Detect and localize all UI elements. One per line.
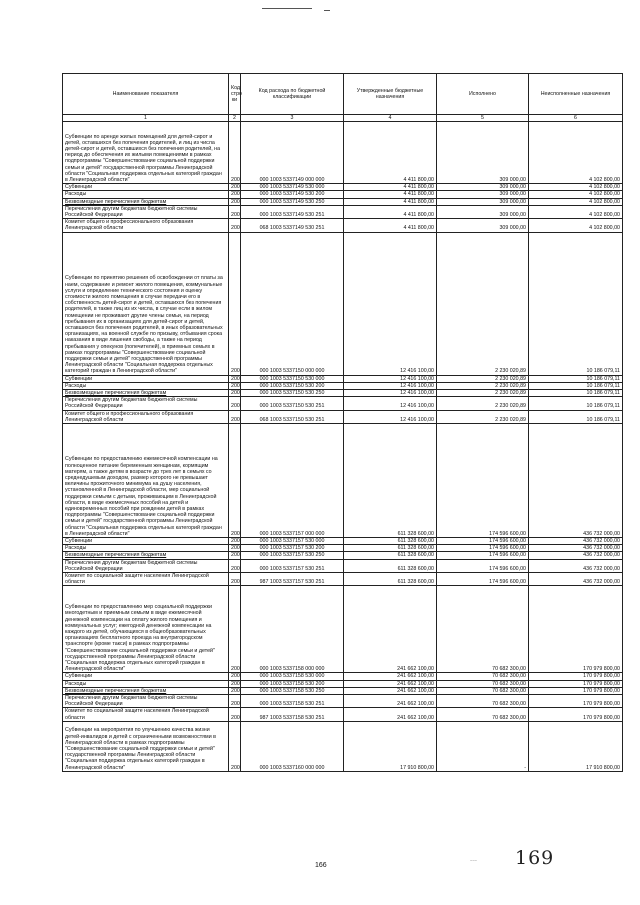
cell-line-code: 200 [229,410,241,423]
column-number: 6 [529,115,623,122]
table-row [63,184,623,191]
cell-line-code: 200 [229,382,241,389]
page-stamp-number: 169 [515,847,555,869]
handwritten-mark: ~~~ [470,858,478,863]
table-body [63,122,623,772]
header-approved: Утвержденные бюджетные назначения [344,74,437,115]
cell-approved: 17 910 800,00 [344,721,437,771]
table-row [63,191,623,198]
cell-line-code: 200 [229,198,241,205]
table-row [63,695,623,708]
cell-executed: 2 230 020,89 [437,382,529,389]
cell-line-code: 200 [229,122,241,184]
cell-line-code: 200 [229,545,241,552]
cell-executed: 174 596 600,00 [437,538,529,545]
cell-approved: 4 411 800,00 [344,219,437,232]
table-row [63,232,623,375]
cell-executed: 2 230 020,89 [437,390,529,397]
cell-line-code: 200 [229,205,241,218]
cell-executed: 309 000,00 [437,184,529,191]
column-number: 5 [437,115,529,122]
cell-executed: 309 000,00 [437,219,529,232]
cell-budget-code: 000 1003 5337158 530 251 [241,695,344,708]
table-row [63,552,623,559]
cell-approved: 4 411 800,00 [344,205,437,218]
table-row [63,219,623,232]
cell-line-code: 200 [229,375,241,382]
cell-budget-code: 000 1003 5337158 000 000 [241,586,344,673]
column-number: 2 [229,115,241,122]
cell-indicator-name: Перечисления другим бюджетам бюджетной системы Российской Федерации [63,397,229,410]
cell-remaining: 10 186 079,11 [529,382,623,389]
page-number: 166 [315,862,327,869]
cell-executed: - [437,721,529,771]
table-row [63,390,623,397]
cell-indicator-name: Расходы [63,545,229,552]
table-row [63,397,623,410]
cell-indicator-name: Безвозмездные перечисления бюджетам [63,390,229,397]
cell-remaining: 170 979 800,00 [529,687,623,694]
cell-budget-code: 068 1003 5337149 530 251 [241,219,344,232]
cell-remaining: 10 186 079,11 [529,375,623,382]
cell-remaining: 436 732 000,00 [529,552,623,559]
cell-budget-code: 000 1003 5337149 530 000 [241,184,344,191]
cell-budget-code: 000 1003 5337157 000 000 [241,424,344,538]
cell-approved: 12 416 100,00 [344,382,437,389]
cell-approved: 4 411 800,00 [344,122,437,184]
cell-line-code: 200 [229,552,241,559]
cell-approved: 12 416 100,00 [344,390,437,397]
cell-budget-code: 068 1003 5337150 530 251 [241,410,344,423]
cell-executed: 174 596 600,00 [437,573,529,586]
table-row [63,573,623,586]
cell-remaining: 4 102 800,00 [529,184,623,191]
table-row [63,375,623,382]
cell-indicator-name: Субвенции по предоставлению мер социальной поддержки многодетным и приемным семьям в виде ежемесячной денежной компенсации на оплату жилого помещения и коммунальных услуг; ежегодной денежной компенсации на каждого из детей, обучающихся в общеобразовательных организациях бесплатного проезда на внутригородском транспорте (кроме такси) в рамках подпрограммы "Совершенствование социальной поддержки семьи и детей" государственной программы Ленинградской области "Социальная поддержка отдельных категорий граждан в Ленинградской области" [63,586,229,673]
cell-remaining: 436 732 000,00 [529,573,623,586]
cell-line-code: 200 [229,397,241,410]
table-row [63,198,623,205]
table-row [63,424,623,538]
cell-executed: 174 596 600,00 [437,424,529,538]
header-budget-code: Код расхода по бюджетной классификации [241,74,344,115]
cell-line-code: 200 [229,680,241,687]
table-row [63,673,623,680]
cell-remaining: 170 979 800,00 [529,680,623,687]
cell-executed: 309 000,00 [437,191,529,198]
cell-line-code: 200 [229,673,241,680]
cell-indicator-name: Субвенции на мероприятия по улучшению качества жизни детей-инвалидов и детей с ограниченными возможностями в Ленинградской области в рамках подпрограммы "Совершенствование социальной поддержки семьи и детей" государственной программы Ленинградской области "Социальная поддержка отдельных категорий граждан в Ленинградской области" [63,721,229,771]
cell-executed: 70 682 300,00 [437,680,529,687]
cell-budget-code: 000 1003 5337158 530 000 [241,673,344,680]
cell-indicator-name: Комитет общего и профессионального образования Ленинградской области [63,410,229,423]
cell-approved: 611 328 600,00 [344,538,437,545]
column-number: 4 [344,115,437,122]
cell-budget-code: 000 1003 5337149 530 200 [241,191,344,198]
cell-remaining: 17 910 800,00 [529,721,623,771]
column-number-row [63,115,623,122]
cell-line-code: 200 [229,586,241,673]
table-row [63,680,623,687]
cell-remaining: 4 102 800,00 [529,205,623,218]
cell-remaining: 170 979 800,00 [529,695,623,708]
table-row [63,382,623,389]
cell-budget-code: 000 1003 5337149 000 000 [241,122,344,184]
cell-approved: 611 328 600,00 [344,424,437,538]
budget-execution-table [62,73,623,772]
cell-budget-code: 000 1003 5337150 530 251 [241,397,344,410]
cell-indicator-name: Безвозмездные перечисления бюджетам [63,552,229,559]
cell-indicator-name: Субвенции по предоставлению ежемесячной компенсации на полноценное питание беременным женщинам, кормящим матерям, а также детям в возрасте до трех лет в семьях со среднедушевым доходом, размер которого не превышает величины прожиточного минимума на душу населения, установленной в Ленинградской области, мер социальной поддержки семьям с детьми, проживающим в Ленинградской области, в виде ежемесячных пособий на детей и единовременных пособий при рождении детей в рамках подпрограммы "Совершенствование социальной поддержки семьи и детей" государственной программы Ленинградской области "Социальная поддержка отдельных категорий граждан в Ленинградской области" [63,424,229,538]
header-indicator-name: Наименование показателя [63,74,229,115]
cell-line-code: 200 [229,573,241,586]
cell-executed: 174 596 600,00 [437,552,529,559]
table-row [63,122,623,184]
cell-executed: 2 230 020,89 [437,410,529,423]
cell-indicator-name: Комитет по социальной защите населения Ленинградской области [63,573,229,586]
cell-executed: 2 230 020,89 [437,375,529,382]
cell-indicator-name: Субвенции по аренде жилых помещений для детей-сирот и детей, оставшихся без попечения родителей, и лиц из числа детей-сирот и детей, оставшихся без попечения родителей, на период до обеспечения их жилыми помещениями в рамках подпрограммы "Совершенствование социальной поддержки семьи и детей" государственной программы Ленинградской области "Социальная поддержка отдельных категорий граждан в Ленинградской области" [63,122,229,184]
cell-budget-code: 000 1003 5337157 530 000 [241,538,344,545]
cell-budget-code: 000 1003 5337150 530 200 [241,382,344,389]
cell-indicator-name: Субвенции по принятию решения об освобождении от платы за наем, содержание и ремонт жилого помещения, коммунальные услуги и определение технического состояния и оценку стоимости жилого помещения в случае передачи его в собственность детей-сирот и детей, оставшихся без попечения родителей, в также лиц из их числа, в случае если в жилом помещении не проживают другие члены семьи, на период пребывания их в организациях для детей-сирот и детей, оставшихся без попечения родителей, в иных образовательных организациях, на военной службе по призыву, отбывания срока наказания в виде лишения свободы, а также на период пребывания у опекунов (попечителей), в приемных семьях в рамках подпрограммы "Совершенствование социальной поддержки семьи и детей" государственной программы Ленинградской области "Социальная поддержка отдельных категорий граждан в Ленинградской области" [63,232,229,375]
header-line-code: Код стро ки [229,74,241,115]
cell-approved: 611 328 600,00 [344,559,437,572]
cell-line-code: 200 [229,687,241,694]
cell-executed: 70 682 300,00 [437,708,529,721]
cell-executed: 2 230 020,89 [437,232,529,375]
cell-budget-code: 000 1003 5337149 530 250 [241,198,344,205]
cell-approved: 4 411 800,00 [344,184,437,191]
cell-indicator-name: Перечисления другим бюджетам бюджетной системы Российской Федерации [63,695,229,708]
table-row [63,721,623,771]
cell-budget-code: 987 1003 5337157 530 251 [241,573,344,586]
cell-budget-code: 000 1003 5337160 000 000 [241,721,344,771]
cell-approved: 12 416 100,00 [344,375,437,382]
cell-budget-code: 000 1003 5337150 000 000 [241,232,344,375]
cell-executed: 70 682 300,00 [437,673,529,680]
cell-executed: 70 682 300,00 [437,586,529,673]
cell-indicator-name: Субвенции [63,538,229,545]
cell-approved: 4 411 800,00 [344,198,437,205]
cell-indicator-name: Расходы [63,680,229,687]
cell-budget-code: 000 1003 5337157 530 251 [241,559,344,572]
cell-approved: 241 662 100,00 [344,687,437,694]
cell-approved: 12 416 100,00 [344,410,437,423]
cell-line-code: 200 [229,191,241,198]
cell-executed: 2 230 020,89 [437,397,529,410]
cell-line-code: 200 [229,390,241,397]
cell-executed: 174 596 600,00 [437,559,529,572]
cell-line-code: 200 [229,232,241,375]
cell-remaining: 170 979 800,00 [529,708,623,721]
table-row [63,708,623,721]
header-executed: Исполнено [437,74,529,115]
cell-remaining: 10 186 079,11 [529,232,623,375]
cell-indicator-name: Субвенции [63,184,229,191]
cell-indicator-name: Комитет по социальной защите населения Ленинградской области [63,708,229,721]
cell-budget-code: 987 1003 5337158 530 251 [241,708,344,721]
table-row [63,205,623,218]
cell-remaining: 4 102 800,00 [529,219,623,232]
cell-remaining: 4 102 800,00 [529,191,623,198]
header-remaining: Неисполненные назначения [529,74,623,115]
cell-line-code: 200 [229,538,241,545]
cell-budget-code: 000 1003 5337158 530 200 [241,680,344,687]
cell-approved: 241 662 100,00 [344,680,437,687]
cell-approved: 241 662 100,00 [344,673,437,680]
cell-remaining: 436 732 000,00 [529,559,623,572]
cell-executed: 309 000,00 [437,198,529,205]
table-header-row [63,74,623,115]
cell-remaining: 436 732 000,00 [529,424,623,538]
table-row [63,545,623,552]
cell-approved: 4 411 800,00 [344,191,437,198]
table-row [63,687,623,694]
table-row [63,559,623,572]
cell-remaining: 436 732 000,00 [529,545,623,552]
cell-remaining: 170 979 800,00 [529,673,623,680]
cell-budget-code: 000 1003 5337150 530 250 [241,390,344,397]
cell-approved: 12 416 100,00 [344,397,437,410]
cell-budget-code: 000 1003 5337149 530 251 [241,205,344,218]
cell-indicator-name: Расходы [63,382,229,389]
cell-line-code: 200 [229,695,241,708]
cell-remaining: 436 732 000,00 [529,538,623,545]
cell-indicator-name: Расходы [63,191,229,198]
cell-approved: 241 662 100,00 [344,586,437,673]
cell-executed: 70 682 300,00 [437,687,529,694]
cell-executed: 70 682 300,00 [437,695,529,708]
cell-approved: 241 662 100,00 [344,708,437,721]
cell-approved: 611 328 600,00 [344,573,437,586]
cell-executed: 174 596 600,00 [437,545,529,552]
cell-indicator-name: Перечисления другим бюджетам бюджетной системы Российской Федерации [63,559,229,572]
scan-artifact [262,8,312,9]
cell-approved: 611 328 600,00 [344,552,437,559]
column-number: 3 [241,115,344,122]
cell-remaining: 10 186 079,11 [529,410,623,423]
scan-artifact [324,10,330,11]
cell-line-code: 200 [229,708,241,721]
cell-remaining: 10 186 079,11 [529,390,623,397]
cell-indicator-name: Субвенции [63,375,229,382]
cell-indicator-name: Комитет общего и профессионального образования Ленинградской области [63,219,229,232]
cell-remaining: 10 186 079,11 [529,397,623,410]
table-row [63,586,623,673]
cell-remaining: 4 102 800,00 [529,198,623,205]
cell-indicator-name: Перечисления другим бюджетам бюджетной системы Российской Федерации [63,205,229,218]
cell-indicator-name: Безвозмездные перечисления бюджетам [63,687,229,694]
cell-line-code: 200 [229,559,241,572]
cell-line-code: 200 [229,184,241,191]
cell-budget-code: 000 1003 5337157 530 200 [241,545,344,552]
cell-executed: 309 000,00 [437,205,529,218]
table-row [63,538,623,545]
cell-line-code: 200 [229,721,241,771]
cell-approved: 241 662 100,00 [344,695,437,708]
cell-line-code: 200 [229,424,241,538]
cell-approved: 611 328 600,00 [344,545,437,552]
cell-executed: 309 000,00 [437,122,529,184]
cell-approved: 12 416 100,00 [344,232,437,375]
cell-indicator-name: Безвозмездные перечисления бюджетам [63,198,229,205]
cell-indicator-name: Субвенции [63,673,229,680]
cell-budget-code: 000 1003 5337157 530 250 [241,552,344,559]
cell-line-code: 200 [229,219,241,232]
table-row [63,410,623,423]
cell-remaining: 4 102 800,00 [529,122,623,184]
cell-budget-code: 000 1003 5337158 530 250 [241,687,344,694]
cell-budget-code: 000 1003 5337150 530 000 [241,375,344,382]
cell-remaining: 170 979 800,00 [529,586,623,673]
column-number: 1 [63,115,229,122]
